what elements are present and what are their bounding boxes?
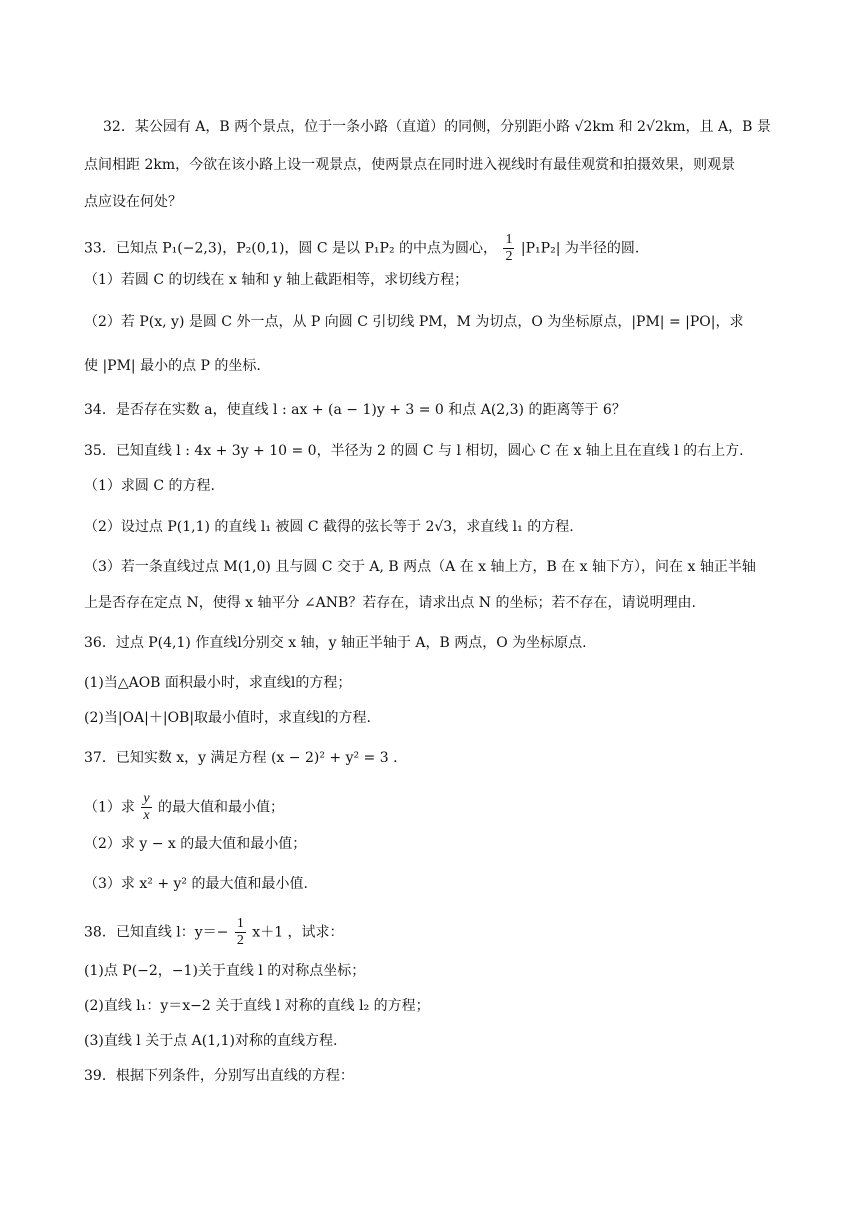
- text-line: （2）若 P(x, y) 是圆 C 外一点，从 P 向圆 C 引切线 PM，M 为切点，O 为坐标原点，|PM| = |PO|，求: [84, 314, 744, 330]
- problem-38-part-1: [84, 961, 365, 981]
- text-line: （1）求圆 C 的方程.: [84, 478, 215, 494]
- fraction-denominator: 2: [236, 933, 244, 948]
- problem-36-stem: [84, 633, 587, 653]
- fraction-numerator: 1: [505, 232, 513, 247]
- problem-34: [84, 400, 626, 420]
- problem-37-part-3: [84, 874, 308, 894]
- problem-35-part-2: [84, 517, 574, 537]
- text-line: 36．过点 P(4,1) 作直线l分别交 x 轴，y 轴正半轴于 A，B 两点，O 为坐标原点.: [84, 635, 587, 651]
- problem-32-line-1: [103, 117, 771, 137]
- problem-37-part-2: [84, 834, 306, 854]
- text-line: 38．已知直线 l：y＝−: [84, 924, 229, 941]
- problem-35-part-1: [84, 476, 215, 496]
- problem-33-part-2-cont: [84, 356, 261, 376]
- text-line: (3)直线 l 关于点 A(1,1)对称的直线方程.: [84, 1033, 338, 1049]
- text-line: （2）求 y − x 的最大值和最小值；: [84, 836, 307, 852]
- text-line: 37．已知实数 x，y 满足方程 (x − 2)² + y² = 3 .: [84, 750, 398, 766]
- text-line: (2)直线 l₁：y＝x−2 关于直线 l 对称的直线 l₂ 的方程；: [84, 998, 430, 1014]
- problem-33-stem: [84, 232, 639, 265]
- text-line: (1)当△AOB 面积最小时，求直线l的方程；: [84, 675, 352, 691]
- text-line: 32．某公园有 A，B 两个景点，位于一条小路（直道）的同侧，分别距小路 √2km 和 2√2km，且 A，B 景: [103, 119, 771, 135]
- text-line: |P₁P₂| 为半径的圆.: [520, 240, 640, 257]
- problem-38-part-3: [84, 1031, 337, 1051]
- fraction-denominator: 2: [505, 249, 513, 264]
- text-line: （3）若一条直线过点 M(1,0) 且与圆 C 交于 A, B 两点（A 在 x 轴上方，B 在 x 轴下方），问在 x 轴正半轴: [84, 559, 756, 575]
- fraction-y-over-x: [141, 791, 151, 824]
- text-line: 点间相距 2km，今欲在该小路上设一观景点，使两景点在同时进入视线时有最佳观赏和拍摄效果，则观景: [84, 157, 736, 173]
- text-line: (2)当|OA|＋|OB|取最小值时，求直线l的方程.: [84, 710, 371, 726]
- problem-37-stem: [84, 748, 398, 768]
- text-line: （1）若圆 C 的切线在 x 轴和 y 轴上截距相等，求切线方程；: [84, 272, 469, 288]
- problem-35-part-3: [84, 557, 756, 577]
- text-line: 上是否存在定点 N，使得 x 轴平分 ∠ANB？若存在，请求出点 N 的坐标；若不存在，请说明理由.: [84, 595, 696, 611]
- problem-36-part-2: [84, 708, 371, 728]
- text-line: x＋1 ，试求：: [252, 924, 344, 941]
- problem-32-line-3: [84, 192, 182, 212]
- fraction-numerator: y: [143, 791, 150, 806]
- text-line: （2）设过点 P(1,1) 的直线 l₁ 被圆 C 截得的弦长等于 2√3，求直线 l₁ 的方程.: [84, 519, 574, 535]
- text-line: 35．已知直线 l : 4x + 3y + 10 = 0，半径为 2 的圆 C 与 l 相切，圆心 C 在 x 轴上且在直线 l 的右上方.: [84, 443, 744, 459]
- fraction-one-half: [235, 916, 246, 949]
- fraction-denominator: x: [143, 808, 150, 823]
- text-line: 使 |PM| 最小的点 P 的坐标.: [84, 358, 261, 374]
- problem-36-part-1: [84, 673, 351, 693]
- text-line: (1)点 P(−2，−1)关于直线 l 的对称点坐标；: [84, 963, 366, 979]
- text-line: 34．是否存在实数 a，使直线 l : ax + (a − 1)y + 3 = 0 和点 A(2,3) 的距离等于 6？: [84, 402, 626, 418]
- problem-37-part-1: [84, 791, 284, 824]
- text-line: 点应设在何处？: [84, 194, 182, 210]
- text-line: （1）求: [84, 799, 135, 816]
- problem-35-stem: [84, 441, 744, 461]
- text-line: （3）求 x² + y² 的最大值和最小值.: [84, 876, 308, 892]
- fraction-numerator: 1: [236, 916, 244, 931]
- text-line: 33．已知点 P₁(−2,3)，P₂(0,1)，圆 C 是以 P₁P₂ 的中点为圆心，: [84, 240, 498, 257]
- text-line: 的最大值和最小值；: [158, 799, 285, 816]
- problem-33-part-1: [84, 270, 468, 290]
- problem-33-part-2: [84, 312, 743, 332]
- problem-39-stem: [84, 1066, 354, 1086]
- problem-32-line-2: [84, 155, 735, 175]
- problem-38-part-2: [84, 996, 430, 1016]
- problem-35-part-3-cont: [84, 593, 696, 613]
- text-line: 39．根据下列条件，分别写出直线的方程：: [84, 1068, 354, 1084]
- problem-38-stem: [84, 916, 344, 949]
- fraction-one-half: [503, 232, 514, 265]
